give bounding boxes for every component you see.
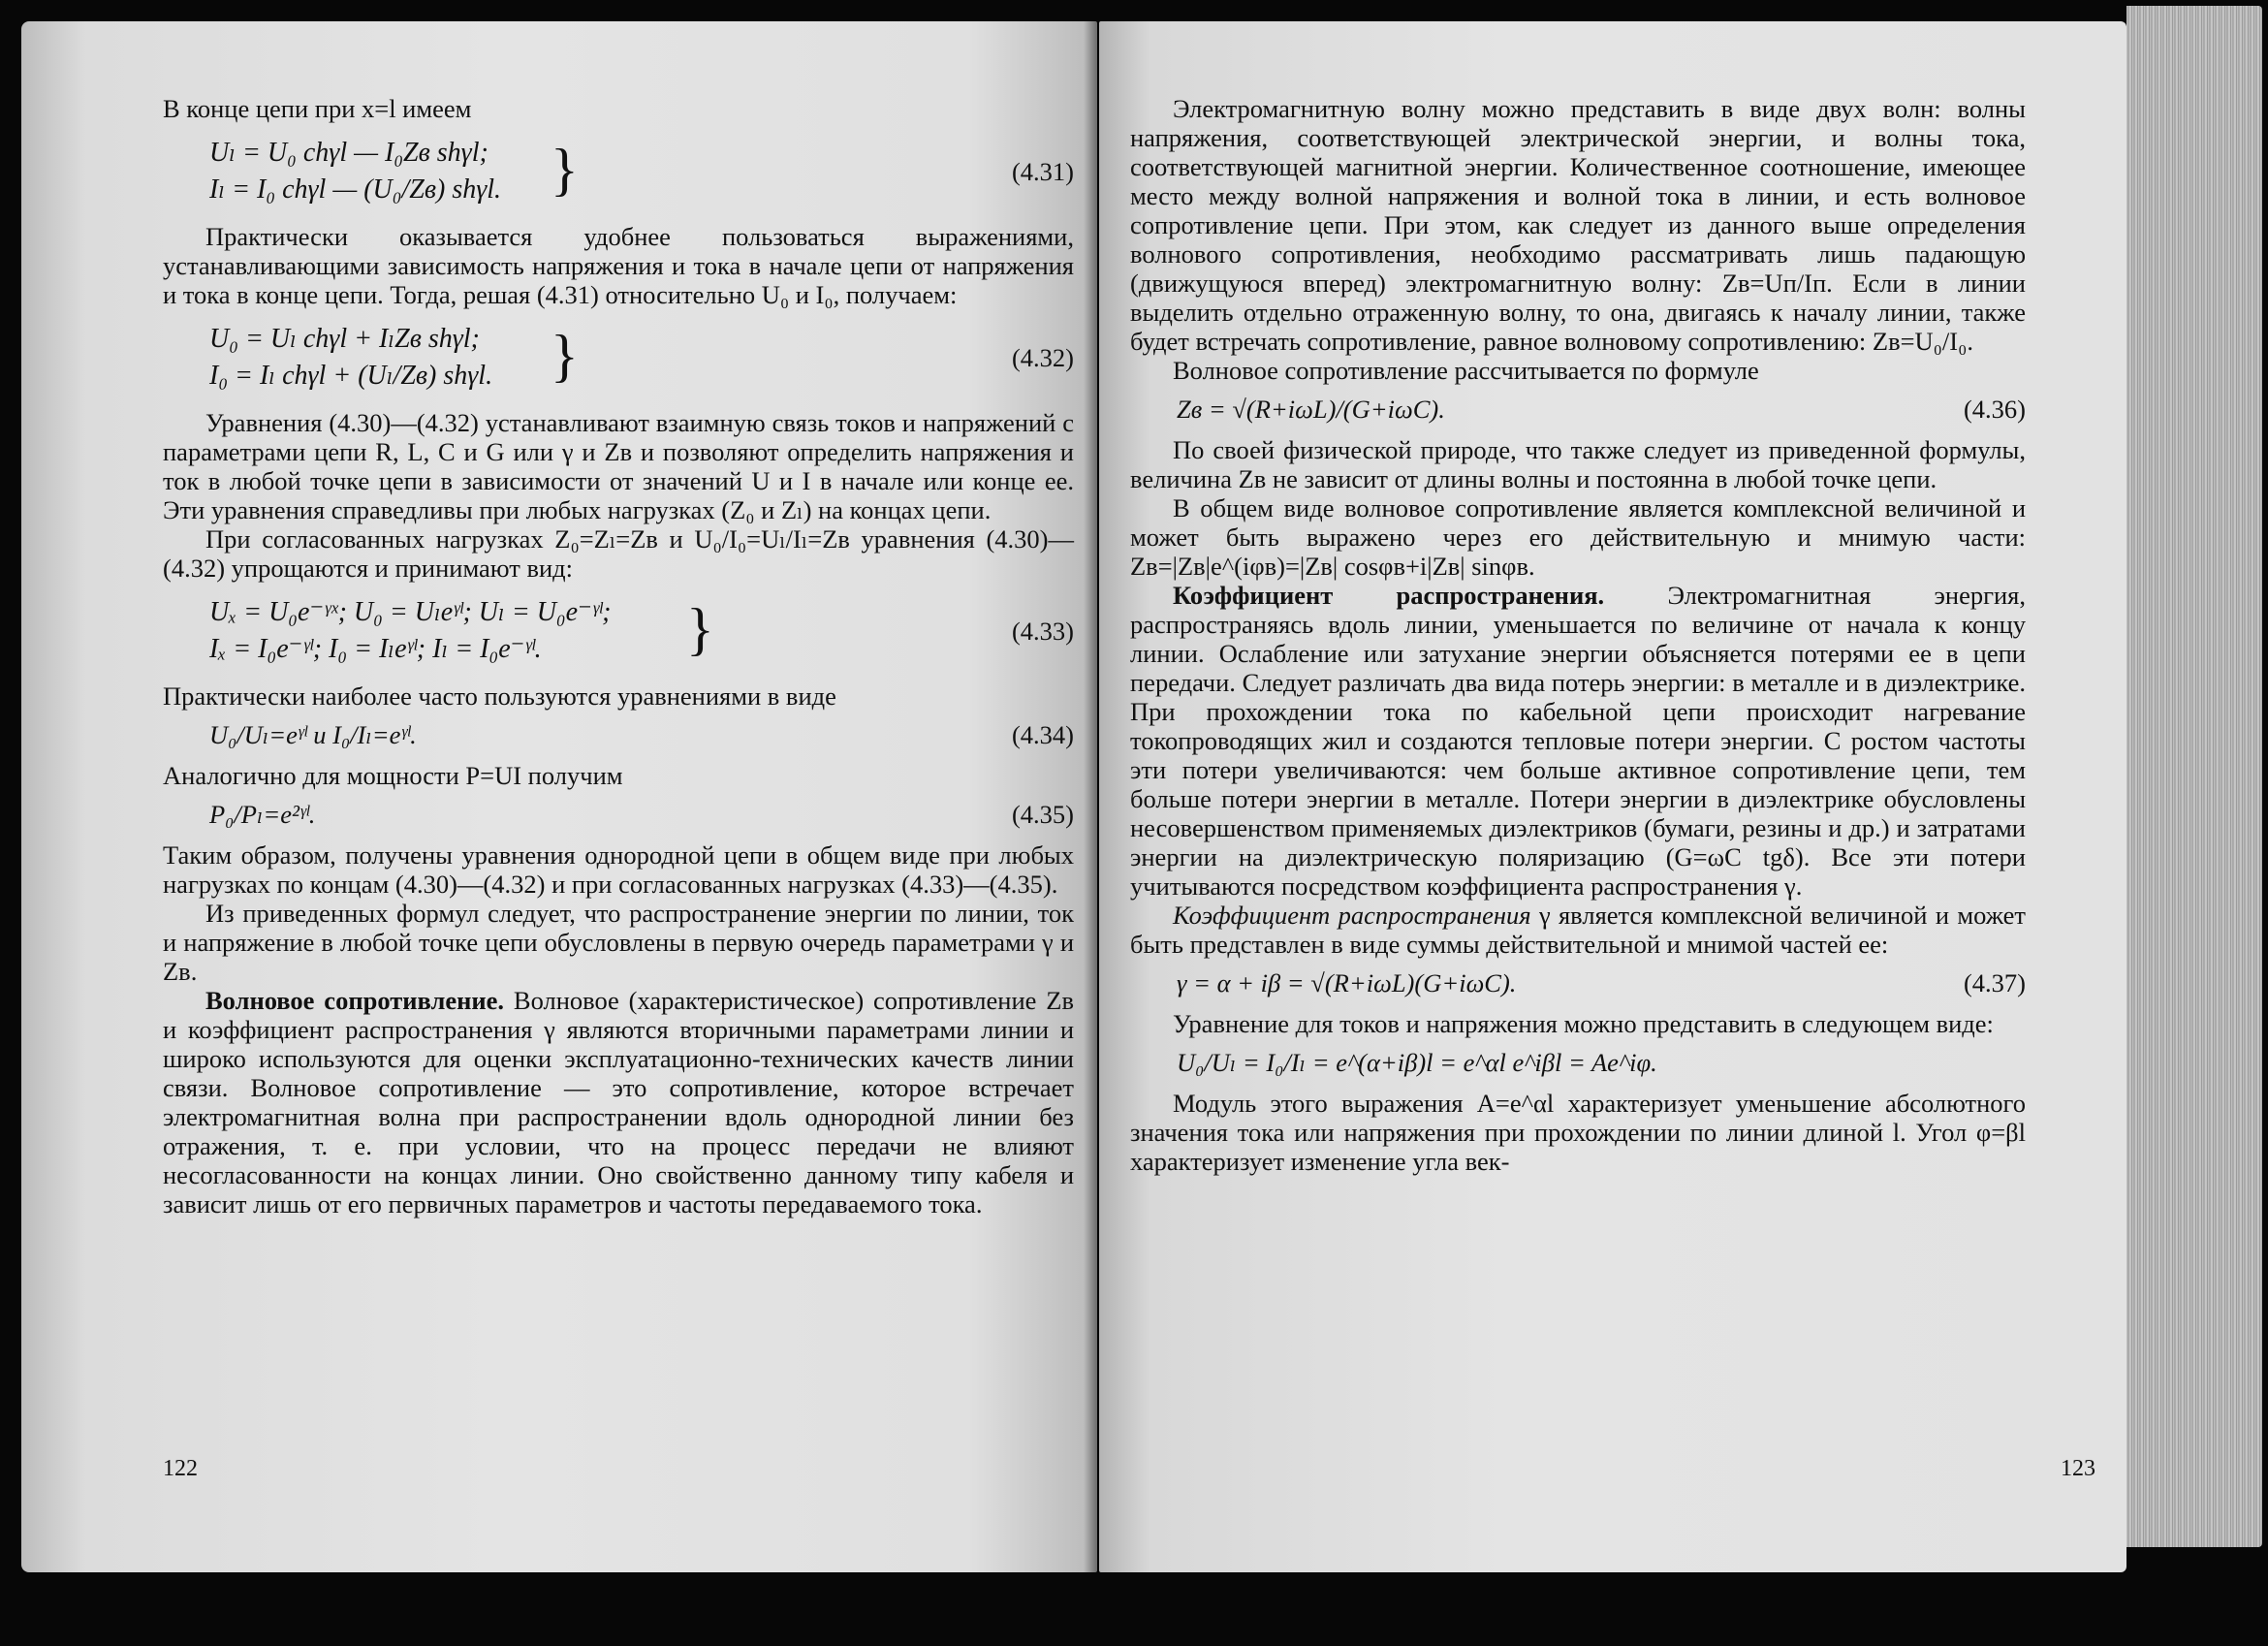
equation-number: (4.36) bbox=[1963, 395, 2026, 424]
paragraph: Практически наиболее часто пользуются уравнениями в виде bbox=[163, 681, 836, 711]
paragraph: Электромагнитную волну можно представить в виде двух волн: волны напряжения, соответствующей электрической энергии, и волны тока, соответствующей магнитной энергии. Количественное соотношение, имеющее место между волной напряжения и волной тока в линии, и есть волновое сопротивление цепи. При этом, как следует из данного выше определения волнового сопротивления, необходимо рассматривать лишь падающую (движущуюся вперед) электромагнитную волну: Zв=Uп/Iп. Если в линии выделить отдельно отраженную волну, то она, двигаясь к началу линии, также будет встречать сопротивление, равное волновому сопротивлению: Zв=U₀/I₀. bbox=[1130, 94, 2026, 356]
section-heading: Волновое сопротивление. bbox=[205, 986, 505, 1015]
equation-line: Iₓ = I₀e⁻ᵞˡ; I₀ = Iₗeᵞˡ; Iₗ = I₀e⁻ᵞˡ. bbox=[209, 634, 542, 664]
paragraph: Таким образом, получены уравнения однородной цепи в общем виде при любых нагрузках по концам (4.30)—(4.32) и при согласованных нагрузках (4.33)—(4.35). bbox=[163, 840, 1074, 899]
equation-4-32 bbox=[163, 321, 1074, 395]
paragraph: Уравнение для токов и напряжения можно представить в следующем виде: bbox=[1173, 1009, 1994, 1038]
paragraph bbox=[163, 986, 1074, 1219]
equation-line: U₀/Uₗ=eᵞˡ и I₀/Iₗ=eᵞˡ. bbox=[209, 720, 417, 749]
equation-line: Zв = √(R+iωL)/(G+iωC). bbox=[1177, 395, 1445, 424]
paragraph: Из приведенных формул следует, что распространение энергии по линии, ток и напряжение в любой точке цепи обусловлены в первую очередь параметрами γ и Zв. bbox=[163, 899, 1074, 986]
left-page bbox=[21, 21, 1097, 1572]
paragraph: Модуль этого выражения A=e^αl характеризует уменьшение абсолютного значения тока или напряжения при прохождении по линии длиной l. Угол φ=βl характеризует изменение угла век- bbox=[1130, 1089, 2026, 1176]
equation-number: (4.37) bbox=[1963, 968, 2026, 997]
paragraph: Волновое сопротивление рассчитывается по формуле bbox=[1173, 356, 1759, 385]
right-page bbox=[1099, 21, 2126, 1572]
paragraph-text: γ является комплексной величиной и может быть представлен в виде суммы действительной и мнимой частей ее: bbox=[1130, 901, 2026, 959]
equation-line: Uₗ = U₀ chγl — I₀Zв shγl; bbox=[209, 138, 488, 168]
page-number: 122 bbox=[163, 1456, 198, 1481]
equation-4-31 bbox=[163, 135, 1074, 208]
right-page-text bbox=[1130, 94, 2026, 1176]
paragraph: Уравнения (4.30)—(4.32) устанавливают взаимную связь токов и напряжений с параметрами цепи R, L, C и G или γ и Zв и позволяют определить напряжения и ток в любой точке цепи в зависимости от значений U и I в начале или конце ее. Эти уравнения справедливы при любых нагрузках (Z₀ и Zₗ) на концах цепи. bbox=[163, 408, 1074, 524]
equation-4-34 bbox=[163, 718, 1074, 751]
paragraph: В общем виде волновое сопротивление является комплексной величиной и может быть выражено через его действительную и мнимую части: Zв=|Zв|e^(iφв)=|Zв| cosφв+i|Zв| sinφв. bbox=[1130, 493, 2026, 581]
brace: } bbox=[551, 324, 579, 388]
equation-exponential bbox=[1130, 1046, 2026, 1079]
paragraph bbox=[1130, 901, 2026, 959]
equation-line: P₀/Pₗ=e²ᵞˡ. bbox=[209, 800, 316, 829]
equation-4-37 bbox=[1130, 966, 2026, 999]
equation-number: (4.33) bbox=[1011, 617, 1074, 646]
paragraph: В конце цепи при x=l имеем bbox=[163, 94, 472, 123]
paragraph: Практически оказывается удобнее пользоваться выражениями, устанавливающими зависимость напряжения и тока в начале цепи от напряжения и тока в конце цепи. Тогда, решая (4.31) относительно U₀ и I₀, получаем: bbox=[163, 222, 1074, 309]
equation-line: γ = α + iβ = √(R+iωL)(G+iωC). bbox=[1177, 968, 1517, 997]
paragraph-text: Волновое (характеристическое) сопротивление Zв и коэффициент распространения γ являются вторичными параметрами линии и широко используются для оценки эксплуатационно-технических качеств линии связи. Волновое сопротивление — это сопротивление, которое встречает электромагнитная волна при распространении вдоль однородной линии без отражения, т. е. при условии, что на процесс передачи не влияют несогласованности на концах линии. Оно свойственно данному типу кабеля и зависит лишь от его первичных параметров и частоты передаваемого тока. bbox=[163, 986, 1074, 1219]
section-heading: Коэффициент распространения. bbox=[1173, 581, 1605, 610]
equation-number: (4.31) bbox=[1011, 157, 1074, 186]
equation-number: (4.34) bbox=[1011, 720, 1074, 749]
brace: } bbox=[551, 138, 579, 202]
page-edges bbox=[2126, 6, 2262, 1547]
paragraph bbox=[1130, 581, 2026, 901]
left-page-text bbox=[163, 94, 1074, 1219]
equation-number: (4.35) bbox=[1011, 800, 1074, 829]
paragraph: Аналогично для мощности P=UI получим bbox=[163, 761, 623, 790]
paragraph-text: Электромагнитная энергия, распространяясь вдоль линии, уменьшается по величине от начала к концу линии. Ослабление или затухание энергии объясняется потерями ее в цепи передачи. Следует различать два вида потерь энергии: в металле и в диэлектрике. При прохождении тока по кабельной цепи происходит нагревание токопроводящих жил и создаются тепловые потери энергии. С ростом частоты эти потери увеличиваются: чем больше активное сопротивление цепи, тем больше потери энергии в металле. Потери энергии в диэлектрике обусловлены несовершенством применяемых диэлектриков (бумаги, резины и др.) и затратами энергии на диэлектрическую поляризацию (G=ωC tgδ). Все эти потери учитываются посредством коэффициента распространения γ. bbox=[1130, 581, 2026, 901]
equation-4-33 bbox=[163, 594, 1074, 668]
equation-4-35 bbox=[163, 798, 1074, 831]
equation-line: Uₓ = U₀e⁻ᵞˣ; U₀ = Uₗeᵞˡ; Uₗ = U₀e⁻ᵞˡ; bbox=[209, 597, 612, 627]
italic-term: Коэффициент распространения bbox=[1173, 901, 1531, 930]
equation-line: U₀ = Uₗ chγl + IₗZв shγl; bbox=[209, 324, 480, 354]
paragraph: При согласованных нагрузках Z₀=Zₗ=Zв и U₀/I₀=Uₗ/Iₗ=Zв уравнения (4.30)—(4.32) упрощаются и принимают вид: bbox=[163, 524, 1074, 583]
paragraph: По своей физической природе, что также следует из приведенной формулы, величина Zв не зависит от длины волны и постоянна в любой точке цепи. bbox=[1130, 435, 2026, 493]
equation-line: U₀/Uₗ = I₀/Iₗ = e^(α+iβ)l = e^αl e^iβl = Ae^iφ. bbox=[1177, 1048, 1657, 1077]
equation-4-36 bbox=[1130, 393, 2026, 426]
equation-line: Iₗ = I₀ chγl — (U₀/Zв) shγl. bbox=[209, 174, 502, 205]
equation-number: (4.32) bbox=[1011, 343, 1074, 372]
equation-line: I₀ = Iₗ chγl + (Uₗ/Zв) shγl. bbox=[209, 361, 493, 391]
brace: } bbox=[686, 597, 714, 661]
page-number: 123 bbox=[2061, 1456, 2095, 1481]
